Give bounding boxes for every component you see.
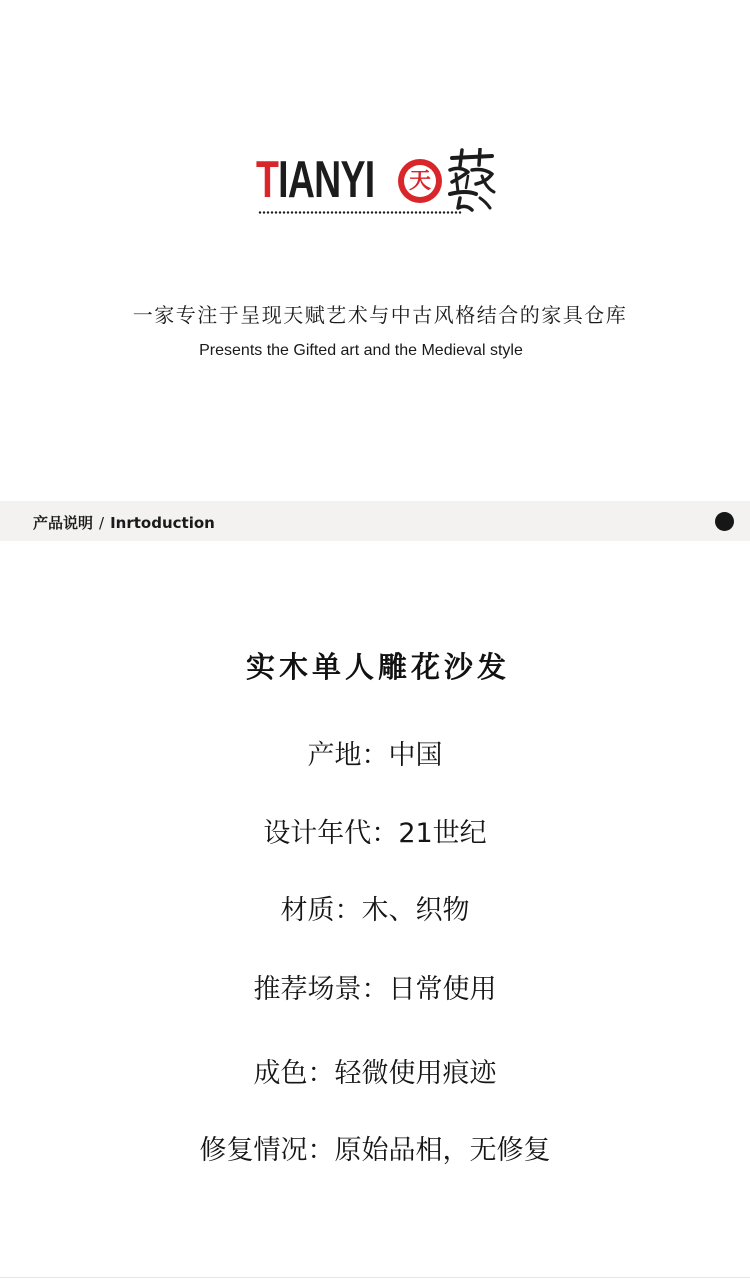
logo-seal-icon: [398, 159, 442, 203]
logo-wordmark-rest: IANYI: [278, 151, 375, 209]
logo-wordmark-first-letter: T: [256, 151, 279, 209]
spec-label: 材质 ：: [281, 895, 362, 926]
section-title: [33, 512, 215, 533]
spec-condition: [0, 1051, 750, 1090]
section-title-en: Inrtoduction: [110, 514, 215, 532]
spec-value: 木、织物: [361, 895, 470, 926]
brand-logo: [256, 148, 496, 220]
spec-usage-scene: [0, 967, 750, 1006]
spec-value: 轻微使用痕迹: [334, 1058, 497, 1089]
logo-wordmark: [256, 151, 375, 209]
spec-design-era: [0, 811, 750, 850]
spec-label: 推荐场景 ：: [254, 974, 389, 1005]
section-header-bar: [0, 501, 750, 541]
spec-value: 日常使用: [388, 974, 497, 1005]
spec-label: 成色 ：: [254, 1058, 335, 1089]
spec-origin: [0, 733, 750, 772]
section-title-separator: /: [99, 514, 105, 532]
spec-value: 中国: [388, 740, 443, 771]
spec-label: 产地 ：: [308, 740, 389, 771]
spec-label: 修复情况 ：: [200, 1135, 335, 1166]
bottom-divider: [0, 1277, 750, 1278]
logo-calligraphy-icon: [446, 148, 498, 212]
circle-bullet-icon: [715, 512, 734, 531]
tagline-english: Presents the Gifted art and the Medieval style: [199, 342, 523, 359]
spec-restoration: [0, 1128, 750, 1167]
spec-label: 设计年代 ：: [263, 818, 398, 849]
product-title: 实木单人雕花沙发: [245, 650, 510, 684]
spec-value: 21世纪: [398, 818, 487, 849]
logo-seal-char: 天: [404, 165, 436, 197]
logo-dotted-underline: [258, 211, 462, 214]
section-title-cn: 产品说明: [33, 514, 94, 532]
tagline-chinese: 一家专注于呈现天赋艺术与中古风格结合的家具仓库: [132, 303, 628, 327]
spec-material: [0, 888, 750, 927]
spec-value: 原始品相，无修复: [334, 1135, 551, 1166]
